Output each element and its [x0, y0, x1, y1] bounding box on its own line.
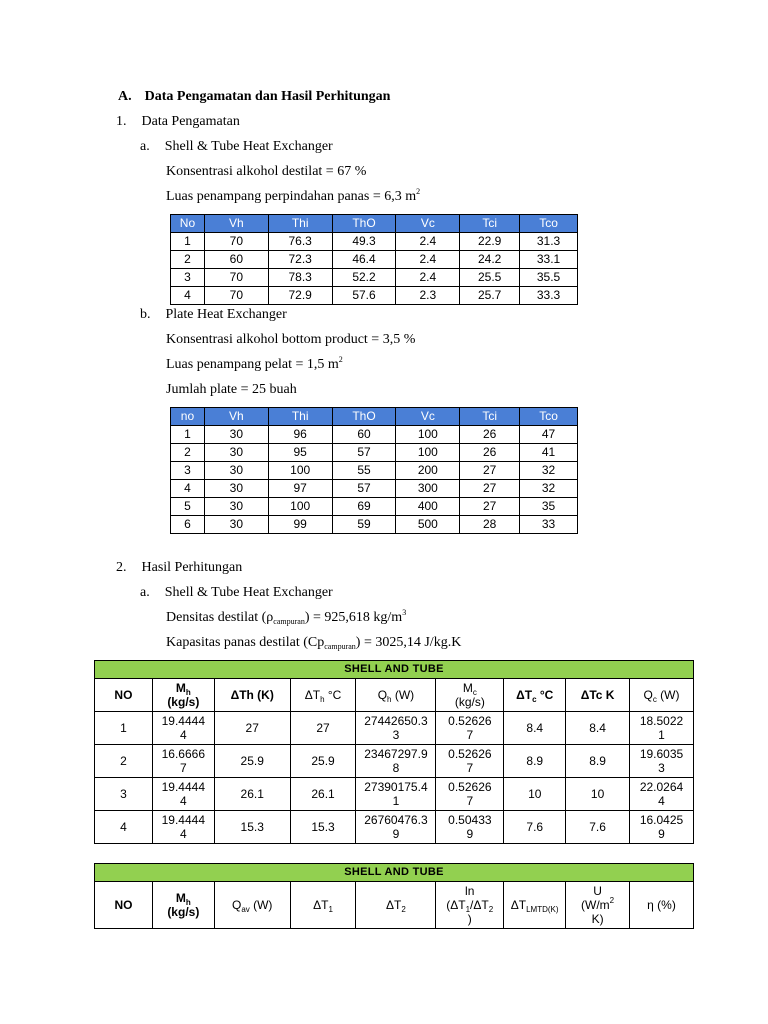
plate-letter: b.	[140, 307, 151, 322]
col-header: Tci	[460, 215, 520, 233]
table-row	[171, 516, 578, 534]
table-cell: 78.3	[268, 269, 332, 287]
part2-number: 2.	[116, 560, 127, 575]
col-header: $M_h$ (kg/s)	[152, 679, 214, 712]
part2-title: Hasil Perhitungan	[141, 560, 243, 575]
col-header: $\Delta T_h$ °C	[290, 679, 356, 712]
col-header: Vh	[204, 215, 268, 233]
table-row	[171, 233, 578, 251]
col-header: $Q_h$ (W)	[356, 679, 436, 712]
table-cell: 1	[95, 712, 153, 745]
table-cell: 41	[520, 444, 578, 462]
col-header: Vc	[396, 408, 460, 426]
table-cell: 25.9	[214, 745, 290, 778]
table-cell: 59	[332, 516, 396, 534]
table-row	[95, 745, 694, 778]
table-cell: 8.4	[566, 712, 630, 745]
col-header: Tci	[460, 408, 520, 426]
col-header: $Q_c$ (W)	[630, 679, 694, 712]
table-cell: 2.4	[396, 251, 460, 269]
section-title: Data Pengamatan dan Hasil Perhitungan	[144, 89, 391, 104]
shell-tube-heading	[140, 138, 333, 156]
table-cell: 76.3	[268, 233, 332, 251]
part1-number: 1.	[116, 114, 127, 129]
table-cell: 100	[396, 444, 460, 462]
table-row	[171, 287, 578, 305]
table-cell: 57.6	[332, 287, 396, 305]
table-cell: 6	[171, 516, 205, 534]
table-cell: 19.4444 4	[152, 712, 214, 745]
table-cell: 30	[204, 480, 268, 498]
table-cell: 400	[396, 498, 460, 516]
table-cell: 1	[171, 233, 205, 251]
table-cell: 100	[268, 498, 332, 516]
col-header: no	[171, 408, 205, 426]
table-cell: 2	[171, 444, 205, 462]
table-cell: 2.4	[396, 233, 460, 251]
col-header: NO	[95, 679, 153, 712]
table-cell: 25.9	[290, 745, 356, 778]
table-row	[95, 712, 694, 745]
plate-heading	[140, 306, 287, 324]
table-cell: 22.0264 4	[630, 778, 694, 811]
table-row	[171, 462, 578, 480]
table-cell: 26	[460, 444, 520, 462]
col-header: ΔTh (K)	[214, 679, 290, 712]
table-cell: 69	[332, 498, 396, 516]
table-cell: 25.5	[460, 269, 520, 287]
table-title: SHELL AND TUBE	[95, 661, 694, 679]
table-header-row	[171, 215, 578, 233]
table-cell: 70	[204, 269, 268, 287]
heat-capacity-line: Kapasitas panas destilat $(Cp_{campuran}) = 3025,14$ J/kg.K	[166, 635, 462, 651]
result-table-body	[95, 712, 694, 844]
bottom-product-concentration: Konsentrasi alkohol bottom product = 3,5 %	[166, 332, 416, 347]
col-header: ln ($\Delta T_1/\Delta T_2$ )	[436, 882, 504, 929]
table-row	[171, 269, 578, 287]
table-cell: 52.2	[332, 269, 396, 287]
table-cell: 27442650.3 3	[356, 712, 436, 745]
col-header: Thi	[268, 215, 332, 233]
table-cell: 60	[332, 426, 396, 444]
table-row	[171, 426, 578, 444]
table-cell: 16.0425 9	[630, 811, 694, 844]
shell-tube-result-table-2	[94, 863, 694, 929]
table-cell: 19.4444 4	[152, 778, 214, 811]
col-header: η (%)	[630, 882, 694, 929]
table-cell: 3	[171, 269, 205, 287]
table-cell: 95	[268, 444, 332, 462]
table-cell: 46.4	[332, 251, 396, 269]
table-cell: 26	[460, 426, 520, 444]
calc-heading	[140, 584, 333, 602]
table-cell: 30	[204, 426, 268, 444]
table-cell: 72.9	[268, 287, 332, 305]
col-header: $Q_{av}$ (W)	[214, 882, 290, 929]
table-cell: 7.6	[566, 811, 630, 844]
table-cell: 500	[396, 516, 460, 534]
shell-tube-result-table	[94, 660, 694, 844]
table-cell: 300	[396, 480, 460, 498]
table-cell: 1	[171, 426, 205, 444]
col-header: $\Delta T_2$	[356, 882, 436, 929]
table-cell: 7.6	[504, 811, 566, 844]
table-cell: 15.3	[214, 811, 290, 844]
table-cell: 33.1	[520, 251, 578, 269]
table-cell: 30	[204, 444, 268, 462]
table-cell: 97	[268, 480, 332, 498]
alcohol-concentration: Konsentrasi alkohol destilat = 67 %	[166, 164, 367, 179]
table-cell: 3	[95, 778, 153, 811]
table-cell: 8.4	[504, 712, 566, 745]
table-cell: 96	[268, 426, 332, 444]
table-cell: 35	[520, 498, 578, 516]
table-cell: 26760476.3 9	[356, 811, 436, 844]
table-cell: 100	[396, 426, 460, 444]
table-row	[171, 498, 578, 516]
table-cell: 27	[460, 462, 520, 480]
table-cell: 100	[268, 462, 332, 480]
col-header: ΔTc K	[566, 679, 630, 712]
table-cell: 10	[504, 778, 566, 811]
table-cell: 0.50433 9	[436, 811, 504, 844]
table-cell: 30	[204, 462, 268, 480]
table-cell: 60	[204, 251, 268, 269]
table-cell: 32	[520, 462, 578, 480]
col-header: $\Delta T_c$ °C	[504, 679, 566, 712]
table-cell: 30	[204, 516, 268, 534]
table-header-row	[171, 408, 578, 426]
col-header: NO	[95, 882, 153, 929]
table-cell: 72.3	[268, 251, 332, 269]
col-header: Tco	[520, 215, 578, 233]
shell-tube-observation-table	[170, 214, 578, 305]
table-row	[171, 480, 578, 498]
table-title-row	[95, 661, 694, 679]
table-cell: 22.9	[460, 233, 520, 251]
table-cell: 2	[171, 251, 205, 269]
table-cell: 33	[520, 516, 578, 534]
table-cell: 27	[290, 712, 356, 745]
col-header: ThO	[332, 215, 396, 233]
table-cell: 2.3	[396, 287, 460, 305]
part2-heading	[116, 559, 242, 577]
table-row	[95, 811, 694, 844]
col-header: ThO	[332, 408, 396, 426]
table-cell: 32	[520, 480, 578, 498]
table-cell: 18.5022 1	[630, 712, 694, 745]
table-cell: 35.5	[520, 269, 578, 287]
table-cell: 0.52626 7	[436, 778, 504, 811]
table-cell: 3	[171, 462, 205, 480]
shell-tube-title: Shell & Tube Heat Exchanger	[164, 139, 333, 154]
table-title: SHELL AND TUBE	[95, 864, 694, 882]
table-cell: 19.4444 4	[152, 811, 214, 844]
col-header: $M_c$ (kg/s)	[436, 679, 504, 712]
table-header-row	[95, 882, 694, 929]
table-cell: 0.52626 7	[436, 712, 504, 745]
table-cell: 8.9	[566, 745, 630, 778]
col-header: Vc	[396, 215, 460, 233]
calc-title: Shell & Tube Heat Exchanger	[164, 585, 333, 600]
part1-heading	[116, 113, 240, 131]
col-header: $\Delta T_{LMTD(K)}$	[504, 882, 566, 929]
table-cell: 5	[171, 498, 205, 516]
table-row	[95, 778, 694, 811]
table-cell: 15.3	[290, 811, 356, 844]
col-header: $M_h$ (kg/s)	[152, 882, 214, 929]
calc-letter: a.	[140, 585, 150, 600]
table-row	[171, 251, 578, 269]
col-header: $\Delta T_1$	[290, 882, 356, 929]
table-cell: 26.1	[214, 778, 290, 811]
table-cell: 2	[95, 745, 153, 778]
table-cell: 16.6666 7	[152, 745, 214, 778]
col-header: U ($W/m^2$ K)	[566, 882, 630, 929]
table-cell: 99	[268, 516, 332, 534]
density-line: Densitas destilat $(\rho_{campuran}) = 925,618$ $kg/m^3$	[166, 608, 407, 626]
table-cell: 23467297.9 8	[356, 745, 436, 778]
table-cell: 25.7	[460, 287, 520, 305]
part1-title: Data Pengamatan	[141, 114, 240, 129]
table-cell: 4	[171, 480, 205, 498]
plate-area: Luas penampang pelat = 1,5 $m^2$	[166, 355, 343, 372]
table-cell: 0.52626 7	[436, 745, 504, 778]
table-cell: 200	[396, 462, 460, 480]
section-heading	[118, 88, 390, 106]
table-cell: 4	[171, 287, 205, 305]
table-cell: 57	[332, 444, 396, 462]
table-cell: 70	[204, 233, 268, 251]
section-letter: A.	[118, 89, 132, 104]
table-cell: 49.3	[332, 233, 396, 251]
table-cell: 24.2	[460, 251, 520, 269]
table-cell: 47	[520, 426, 578, 444]
table-cell: 27	[214, 712, 290, 745]
plate-count: Jumlah plate = 25 buah	[166, 382, 297, 397]
table-cell: 27	[460, 480, 520, 498]
table-cell: 2.4	[396, 269, 460, 287]
table-cell: 31.3	[520, 233, 578, 251]
col-header: No	[171, 215, 205, 233]
table-cell: 28	[460, 516, 520, 534]
table-cell: 4	[95, 811, 153, 844]
col-header: Thi	[268, 408, 332, 426]
table-cell: 33.3	[520, 287, 578, 305]
plate-observation-table	[170, 407, 578, 534]
table-cell: 55	[332, 462, 396, 480]
table-cell: 27	[460, 498, 520, 516]
table-cell: 8.9	[504, 745, 566, 778]
col-header: Vh	[204, 408, 268, 426]
table-row	[171, 444, 578, 462]
heat-transfer-area: Luas penampang perpindahan panas = 6,3 $m^2$	[166, 187, 421, 204]
plate-title: Plate Heat Exchanger	[165, 307, 287, 322]
shell-tube-letter: a.	[140, 139, 150, 154]
table-cell: 10	[566, 778, 630, 811]
table-cell: 19.6035 3	[630, 745, 694, 778]
table-cell: 70	[204, 287, 268, 305]
table-cell: 26.1	[290, 778, 356, 811]
col-header: Tco	[520, 408, 578, 426]
table-header-row	[95, 679, 694, 712]
table-cell: 27390175.4 1	[356, 778, 436, 811]
table-title-row	[95, 864, 694, 882]
table-cell: 57	[332, 480, 396, 498]
table-cell: 30	[204, 498, 268, 516]
